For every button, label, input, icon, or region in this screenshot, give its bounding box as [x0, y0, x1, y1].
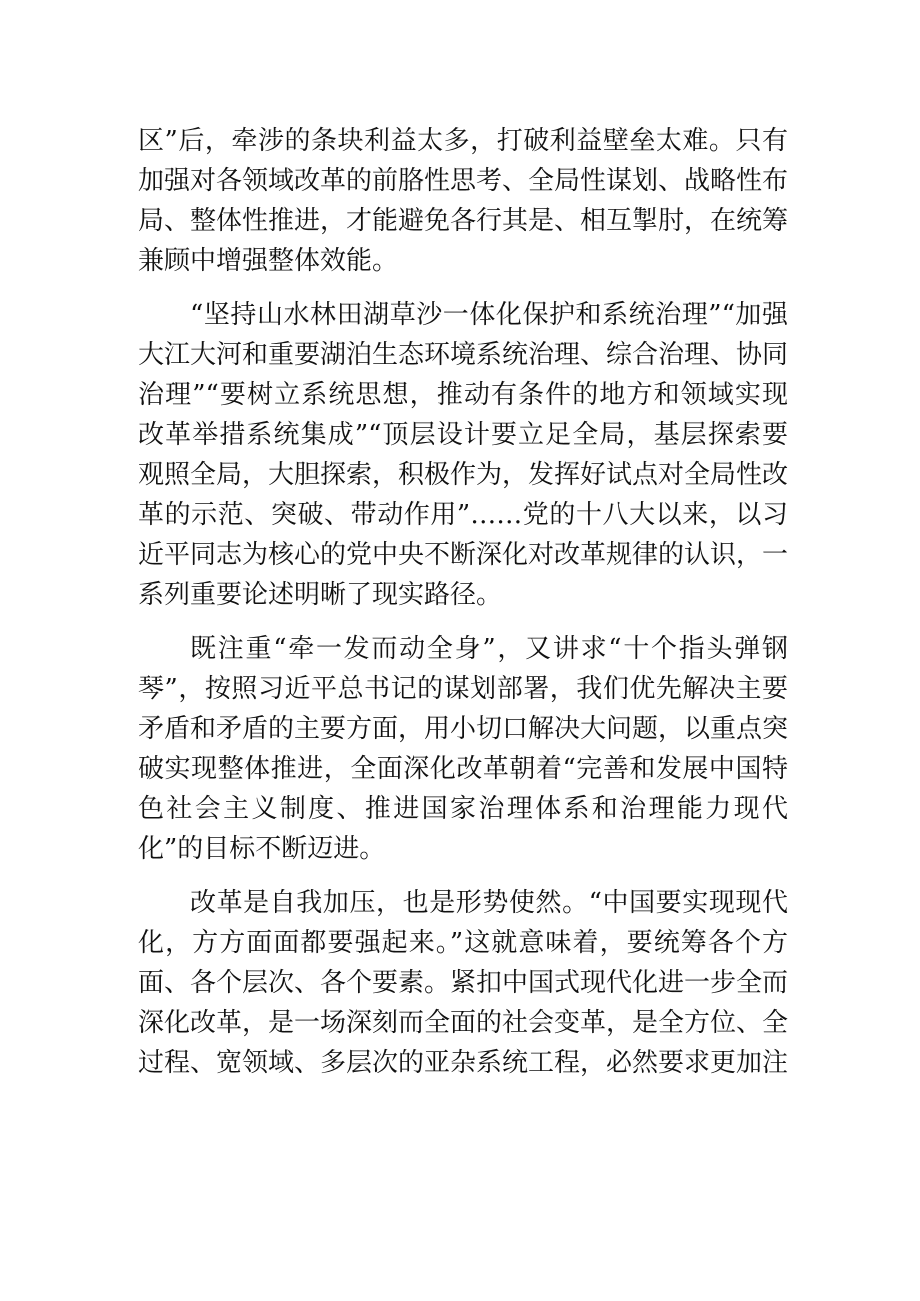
paragraph-1: 区”后，牵涉的条块利益太多，打破利益壁垒太难。只有加强对各领域改革的前胳性思考、全局性谋划、战略性布局、整体性推进，才能避免各行其是、相互掣肘，在统筹兼顾中增强整体效能。	[138, 126, 789, 276]
paragraph-4: 改革是自我加压，也是形势使然。“中国要实现现代化，方方面面都要强起来。”这就意味着，要统筹各个方面、各个层次、各个要素。紧扣中国式现代化进一步全而深化改革，是一场深刻而全面的社会变革，是全方位、全过程、宽领域、多层次的亚杂系统工程，必然要求更加注	[138, 888, 789, 1078]
document-body	[138, 121, 788, 1097]
paragraph-3: 既注重“牵一发而动全身”，又讲求“十个指头弹钢琴”，按照习近平总书记的谋划部署，我们优先解决主要矛盾和矛盾的主要方面，用小切口解决大问题，以重点突破实现整体推进，全面深化改革朝着“完善和发展中国特色社会主义制度、推进国家治理体系和治理能力现代化”的目标不断迈进。	[138, 634, 789, 864]
paragraph-2: “坚持山水林田湖草沙一体化保护和系统治理”“加强大江大河和重要湖泊生态环境系统治理、综合治理、协同治理”“要树立系统思想，推动有条件的地方和领域实现改革举措系统集成”“顶层设计要立足全局，基层探索要观照全局，大胆探索，积极作为，发挥好试点对全局性改革的示范、突破、带动作用”……党的十八大以来，以习近平同志为核心的党中央不断深化对改革规律的认识，一系列重要论述明晰了现实路径。	[138, 300, 789, 610]
